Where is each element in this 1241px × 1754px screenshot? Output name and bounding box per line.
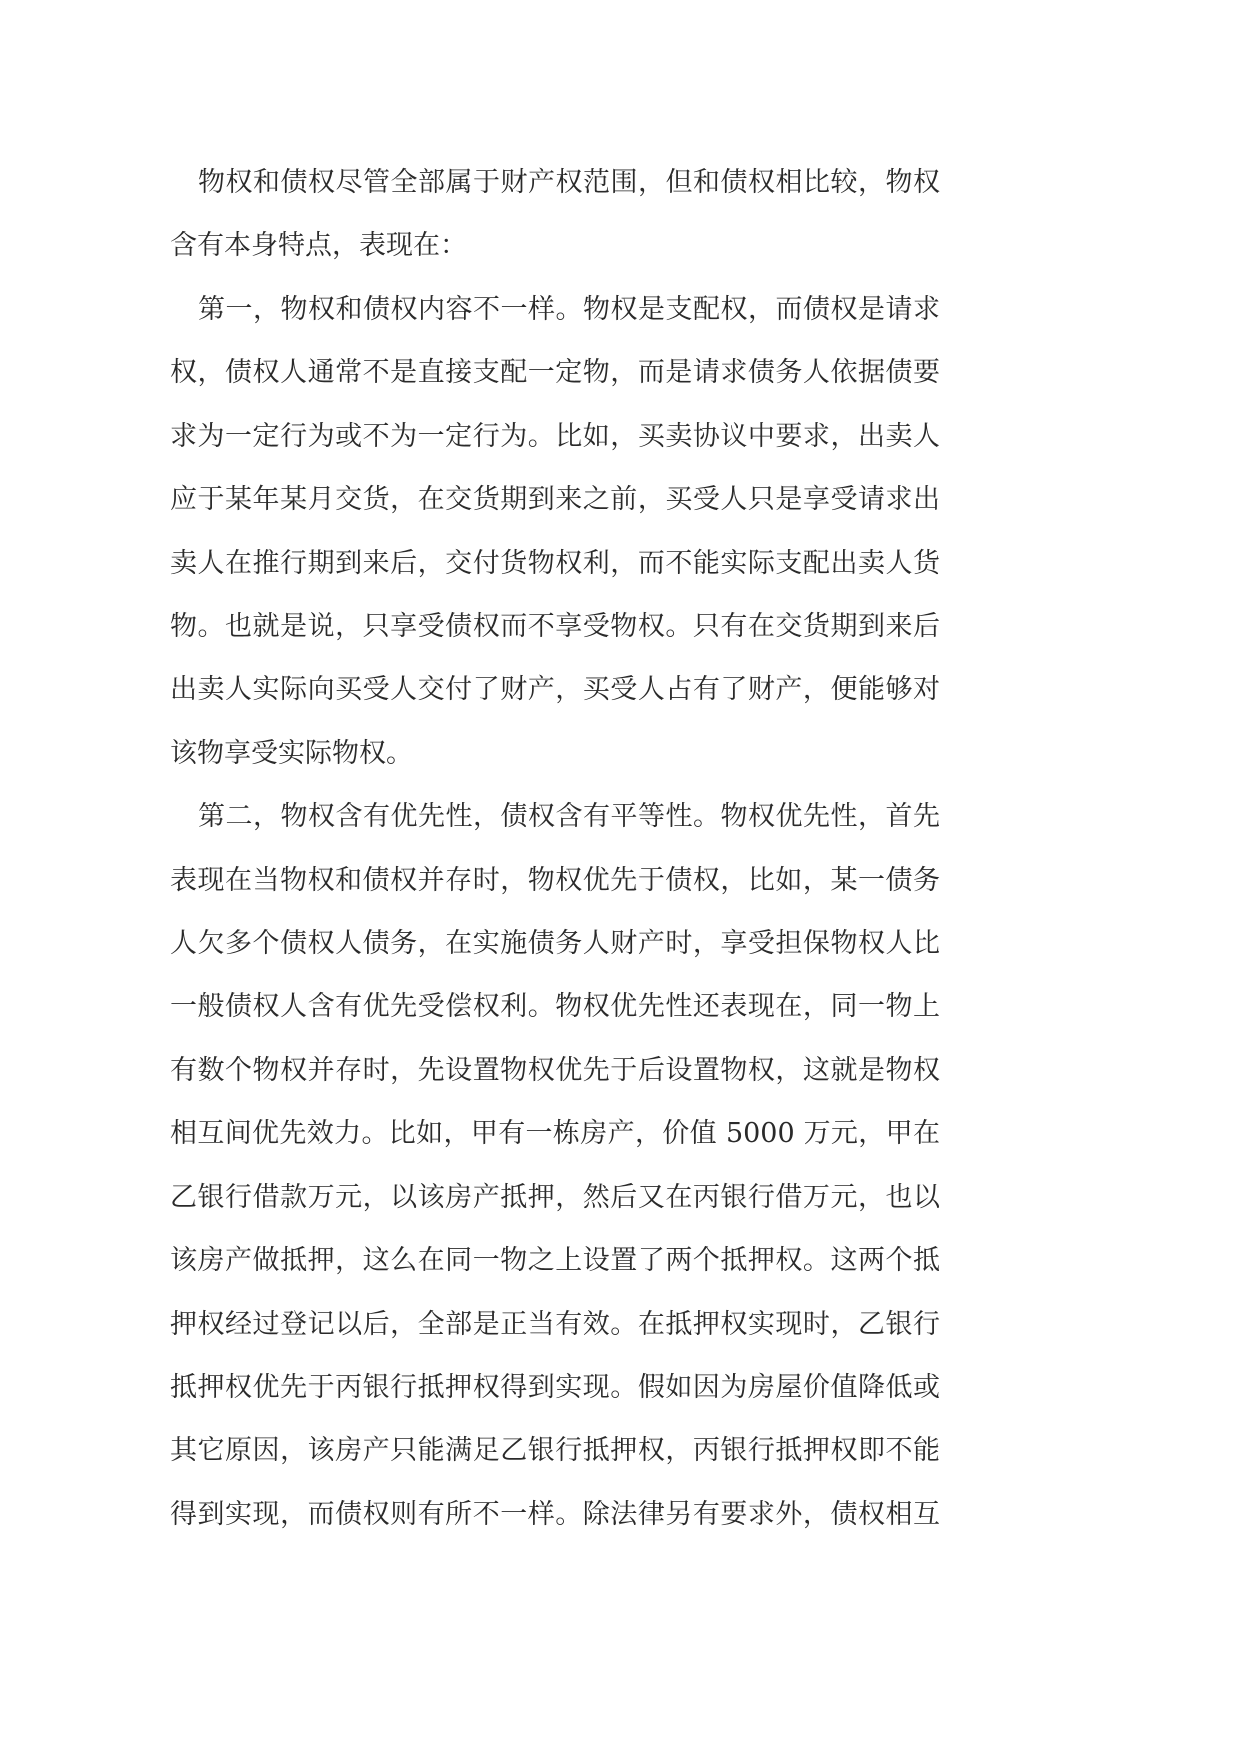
text-line: 押权经过登记以后，全部是正当有效。在抵押权实现时，乙银行 bbox=[170, 1308, 940, 1340]
paragraph-first-point bbox=[170, 278, 940, 785]
text-line: 卖人在推行期到来后，交付货物权利，而不能实际支配出卖人货 bbox=[170, 547, 940, 579]
text-line: 第二，物权含有优先性，债权含有平等性。物权优先性，首先 bbox=[198, 801, 940, 833]
document-body bbox=[170, 151, 940, 1546]
text-line: 表现在当物权和债权并存时，物权优先于债权，比如，某一债务 bbox=[170, 864, 940, 896]
text-line: 该物享受实际物权。 bbox=[170, 737, 413, 769]
text-line: 求为一定行为或不为一定行为。比如，买卖协议中要求，出卖人 bbox=[170, 420, 940, 452]
paragraph-intro bbox=[170, 151, 940, 278]
text-line: 有数个物权并存时，先设置物权优先于后设置物权，这就是物权 bbox=[170, 1054, 940, 1086]
text-line: 出卖人实际向买受人交付了财产，买受人占有了财产，便能够对 bbox=[170, 674, 940, 706]
text-line: 人欠多个债权人债务，在实施债务人财产时，享受担保物权人比 bbox=[170, 928, 940, 960]
text-line: 该房产做抵押，这么在同一物之上设置了两个抵押权。这两个抵 bbox=[170, 1245, 940, 1277]
text-line: 含有本身特点，表现在： bbox=[170, 230, 467, 262]
text-line: 抵押权优先于丙银行抵押权得到实现。假如因为房屋价值降低或 bbox=[170, 1372, 940, 1404]
text-line: 乙银行借款万元，以该房产抵押，然后又在丙银行借万元，也以 bbox=[170, 1181, 940, 1213]
text-line: 第一，物权和债权内容不一样。物权是支配权，而债权是请求 bbox=[198, 293, 940, 325]
text-line: 物。也就是说，只享受债权而不享受物权。只有在交货期到来后 bbox=[170, 610, 940, 642]
text-line: 相互间优先效力。比如，甲有一栋房产，价值 5000 万元，甲在 bbox=[170, 1118, 940, 1150]
text-line: 权，债权人通常不是直接支配一定物，而是请求债务人依据债要 bbox=[170, 357, 940, 389]
text-line: 得到实现，而债权则有所不一样。除法律另有要求外，债权相互 bbox=[170, 1498, 940, 1530]
text-line: 其它原因，该房产只能满足乙银行抵押权，丙银行抵押权即不能 bbox=[170, 1435, 940, 1467]
text-line: 物权和债权尽管全部属于财产权范围，但和债权相比较，物权 bbox=[198, 167, 940, 198]
text-line: 一般债权人含有优先受偿权利。物权优先性还表现在，同一物上 bbox=[170, 991, 940, 1023]
paragraph-second-point bbox=[170, 785, 940, 1546]
text-line: 应于某年某月交货，在交货期到来之前，买受人只是享受请求出 bbox=[170, 484, 940, 516]
